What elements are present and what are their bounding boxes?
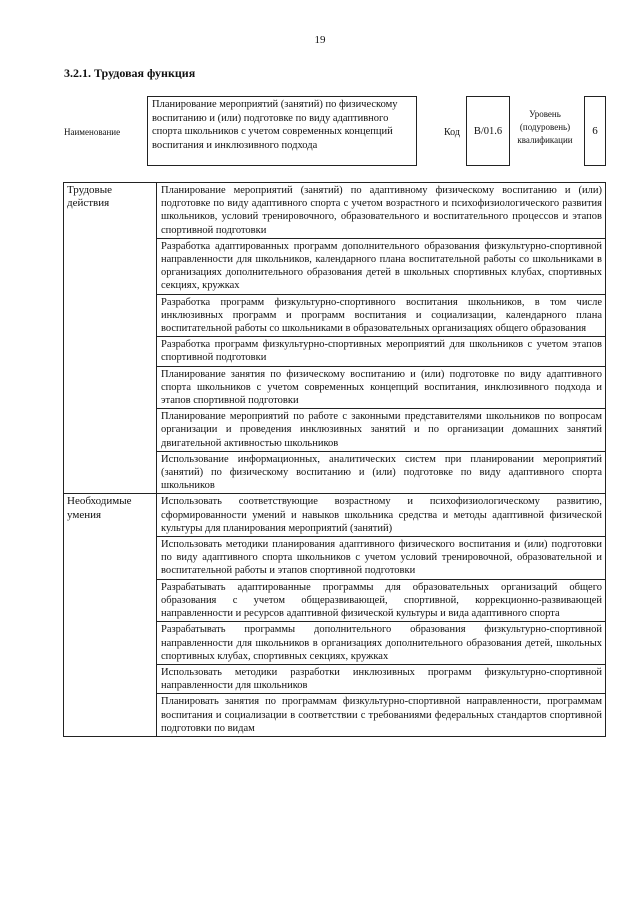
table-cell: Разрабатывать адаптированные программы для образовательных организаций общего образования с учетом общеразвивающей, спортивной, коррекционно-развивающей направленности и ресурсов адаптивной физической культуры и вида адаптивного спорта [157, 579, 606, 622]
table-row [64, 494, 606, 537]
table-cell: Разработка программ физкультурно-спортивного воспитания школьников, в том числе инклюзивных программ и программ воспитания и социализации, календарного плана воспитательной работы со школьниками в образовательных организациях общего образования [157, 294, 606, 337]
table-cell: Использовать методики разработки инклюзивных программ физкультурно-спортивной направленности для школьников [157, 664, 606, 693]
table-cell: Планирование занятия по физическому воспитанию и (или) подготовке по виду адаптивного спорта школьников с учетом современных концепций воспитания, инклюзивного подхода и этапов спортивной подготовки [157, 366, 606, 409]
labor-function-table [63, 182, 606, 737]
section-heading: 3.2.1. Трудовая функция [64, 66, 196, 80]
table-cell: Планирование мероприятий (занятий) по адаптивному физическому воспитанию и (или) подготовке по виду адаптивного спорта с учетом возрастного и психофизиологического развития школьников, условий тренировочного, образовательного и воспитательного процессов и этапов спортивной подготовки [157, 183, 606, 239]
level-value-box: 6 [584, 96, 606, 166]
table-cell: Разработка программ физкультурно-спортивных мероприятий для школьников с учетом этапов спортивной подготовки [157, 337, 606, 366]
table-cell: Использовать соответствующие возрастному и психофизиологическому развитию, сформированности умений и навыков школьника средства и методы адаптивной физической культуры для планирования мероприятий (занятий) [157, 494, 606, 537]
table-cell: Использовать методики планирования адаптивного физического воспитания и (или) подготовки по виду адаптивного спорта школьников с учетом условий тренировочной, образовательной и воспитательной работы и этапов спортивной подготовки [157, 537, 606, 580]
table-row [64, 183, 606, 239]
table-cell: Разработка адаптированных программ дополнительного образования физкультурно-спортивной направленности для школьников, календарного плана воспитательной работы со школьниками в организациях дополнительного образования детей в школьных спортивных клубах, спортивных секциях, кружках [157, 238, 606, 294]
category-cell: Необходимые умения [64, 494, 157, 736]
category-cell: Трудовые действия [64, 183, 157, 494]
code-label: Код [444, 127, 460, 138]
code-value-box: B/01.6 [466, 96, 510, 166]
table-cell: Планирование мероприятий по работе с законными представителями школьников по вопросам организации и проведения инклюзивных занятий и по организации домашних занятий двигательной активностью школьников [157, 409, 606, 452]
page-number: 19 [314, 34, 326, 46]
name-label: Наименование [64, 127, 121, 137]
table-cell: Разрабатывать программы дополнительного образования физкультурно-спортивной направленности для школьников в организациях дополнительного образования детей, школьных спортивных клубах, спортивных секциях, кружках [157, 622, 606, 665]
table-cell: Планировать занятия по программам физкультурно-спортивной направленности, программам воспитания и социализации в соответствии с требованиями федеральных стандартов спортивной подготовки по видам [157, 694, 606, 737]
table-cell: Использование информационных, аналитических систем при планировании мероприятий (занятий) по физическому воспитанию и (или) подготовке по виду адаптивного спорта школьников [157, 451, 606, 494]
function-name-box: Планирование мероприятий (занятий) по физическому воспитанию и (или) подготовке по виду адаптивного спорта школьников с учетом современных концепций воспитания и инклюзивного подхода [147, 96, 417, 166]
level-label: Уровень (подуровень) квалификации [517, 109, 573, 145]
